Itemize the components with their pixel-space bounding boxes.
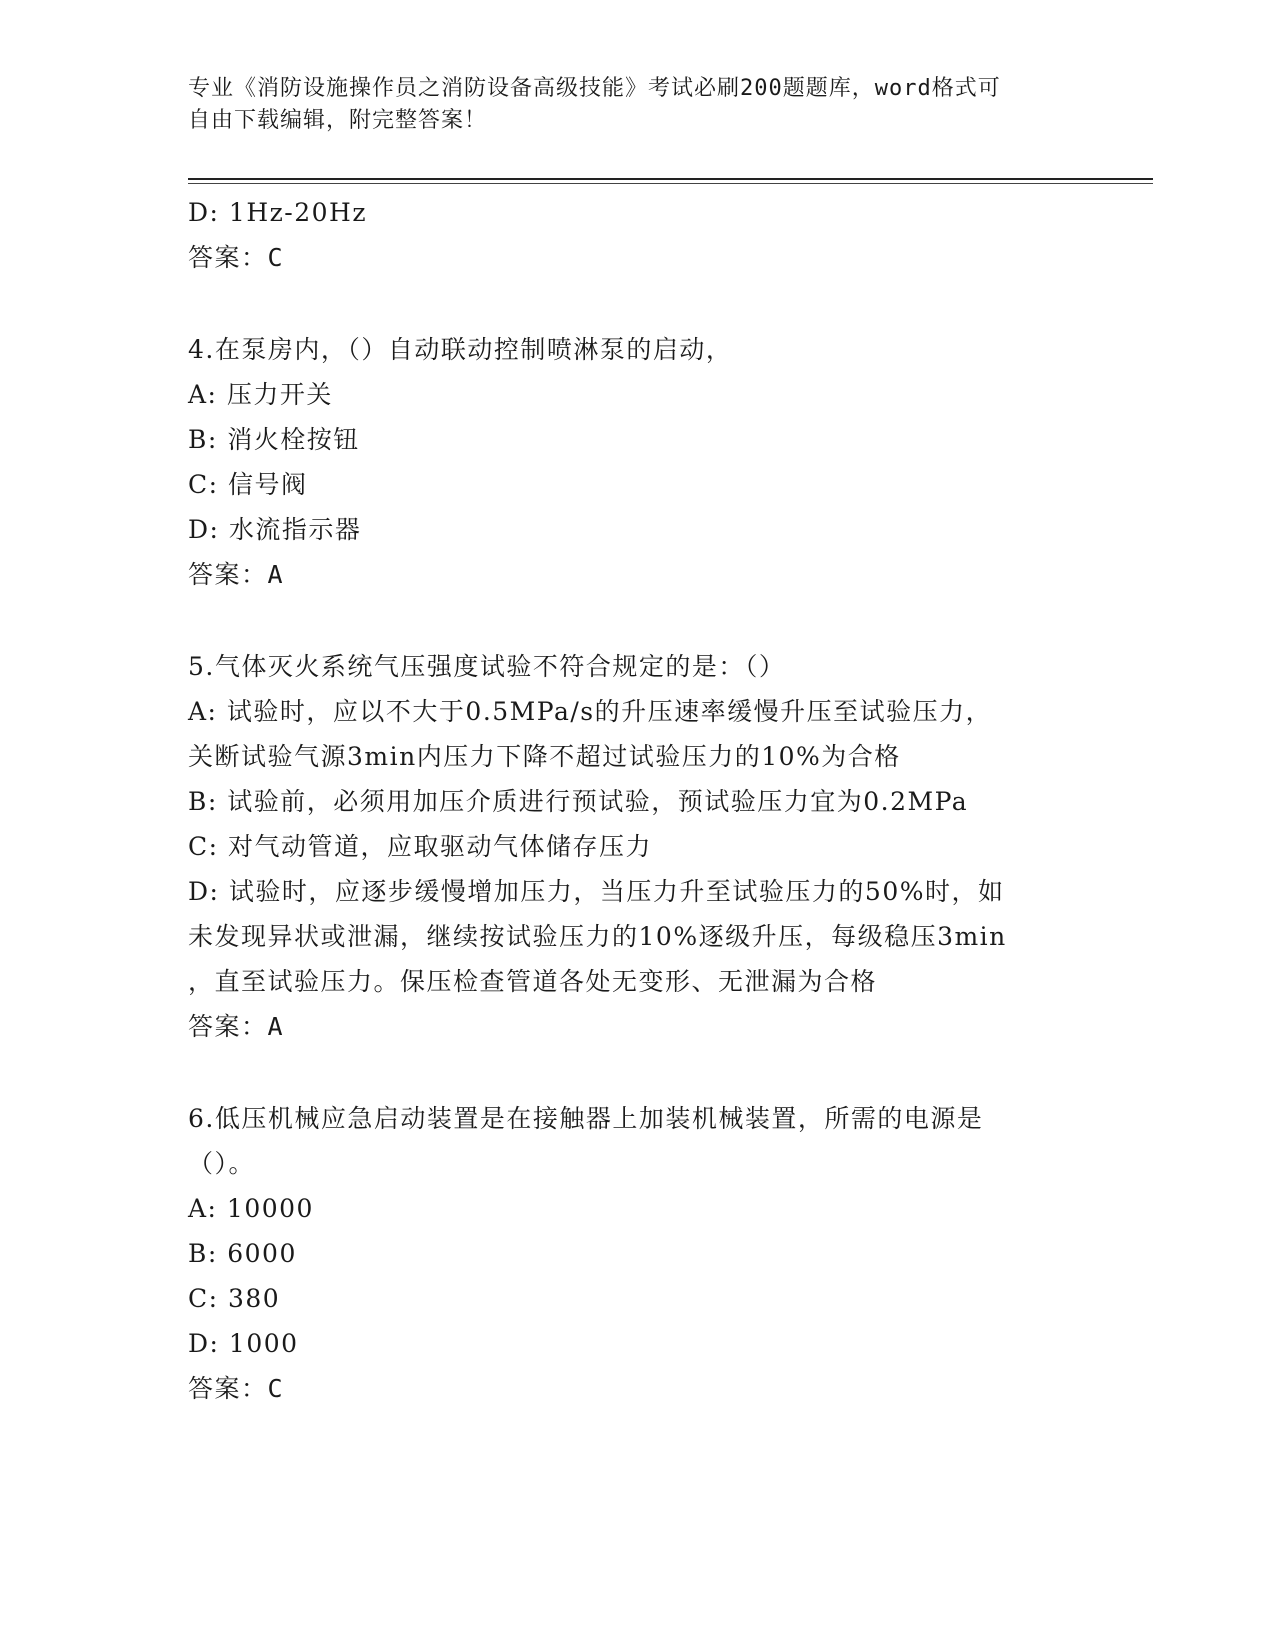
option-a-line-2: 关断试验气源3min内压力下降不超过试验压力的10%为合格 <box>188 742 901 771</box>
document-header <box>188 73 1088 137</box>
question-stem: 5.气体灭火系统气压强度试验不符合规定的是：（） <box>188 652 786 681</box>
spacer <box>188 597 1108 644</box>
option-c: C: 380 <box>188 1284 281 1313</box>
header-title-line-2: 自由下载编辑，附完整答案！ <box>188 108 488 133</box>
option-d: D: 水流指示器 <box>188 515 362 544</box>
option-d-line-3: ，直至试验压力。保压检查管道各处无变形、无泄漏为合格 <box>188 967 878 996</box>
question-4 <box>188 327 1108 597</box>
option-c: C: 对气动管道，应取驱动气体储存压力 <box>188 832 652 861</box>
question-stem: 4.在泵房内，（）自动联动控制喷淋泵的启动， <box>188 335 733 364</box>
header-title-line-1: 专业《消防设施操作员之消防设备高级技能》考试必刷200题题库，word格式可 <box>188 76 1001 101</box>
option-a: A: 压力开关 <box>188 380 333 409</box>
option-a-line-1: A: 试验时，应以不大于0.5MPa/s的升压速率缓慢升压至试验压力， <box>188 697 993 726</box>
option-b: B: 6000 <box>188 1239 297 1268</box>
question-list <box>188 190 1108 1411</box>
answer-label: 答案：A <box>188 560 285 589</box>
answer-label: 答案：C <box>188 243 285 272</box>
answer-label: 答案：A <box>188 1012 285 1041</box>
spacer <box>188 280 1108 327</box>
option-c: C: 信号阀 <box>188 470 308 499</box>
question-5 <box>188 644 1108 1049</box>
option-b: B: 消火栓按钮 <box>188 425 360 454</box>
header-divider-thick <box>188 178 1153 180</box>
question-6 <box>188 1096 1108 1411</box>
question-3-tail <box>188 190 1108 280</box>
option-d: D: 1Hz-20Hz <box>188 198 368 227</box>
answer-label: 答案：C <box>188 1374 285 1403</box>
header-divider-thin <box>188 183 1153 184</box>
option-a: A: 10000 <box>188 1194 314 1223</box>
question-stem-line-2: （）。 <box>188 1149 256 1178</box>
question-stem-line-1: 6.低压机械应急启动装置是在接触器上加装机械装置，所需的电源是 <box>188 1104 984 1133</box>
option-d-line-2: 未发现异状或泄漏，继续按试验压力的10%逐级升压，每级稳压3min <box>188 922 1007 951</box>
option-d-line-1: D: 试验时，应逐步缓慢增加压力，当压力升至试验压力的50%时，如 <box>188 877 1005 906</box>
spacer <box>188 1049 1108 1096</box>
option-d: D: 1000 <box>188 1329 299 1358</box>
option-b: B: 试验前，必须用加压介质进行预试验，预试验压力宜为0.2MPa <box>188 787 969 816</box>
